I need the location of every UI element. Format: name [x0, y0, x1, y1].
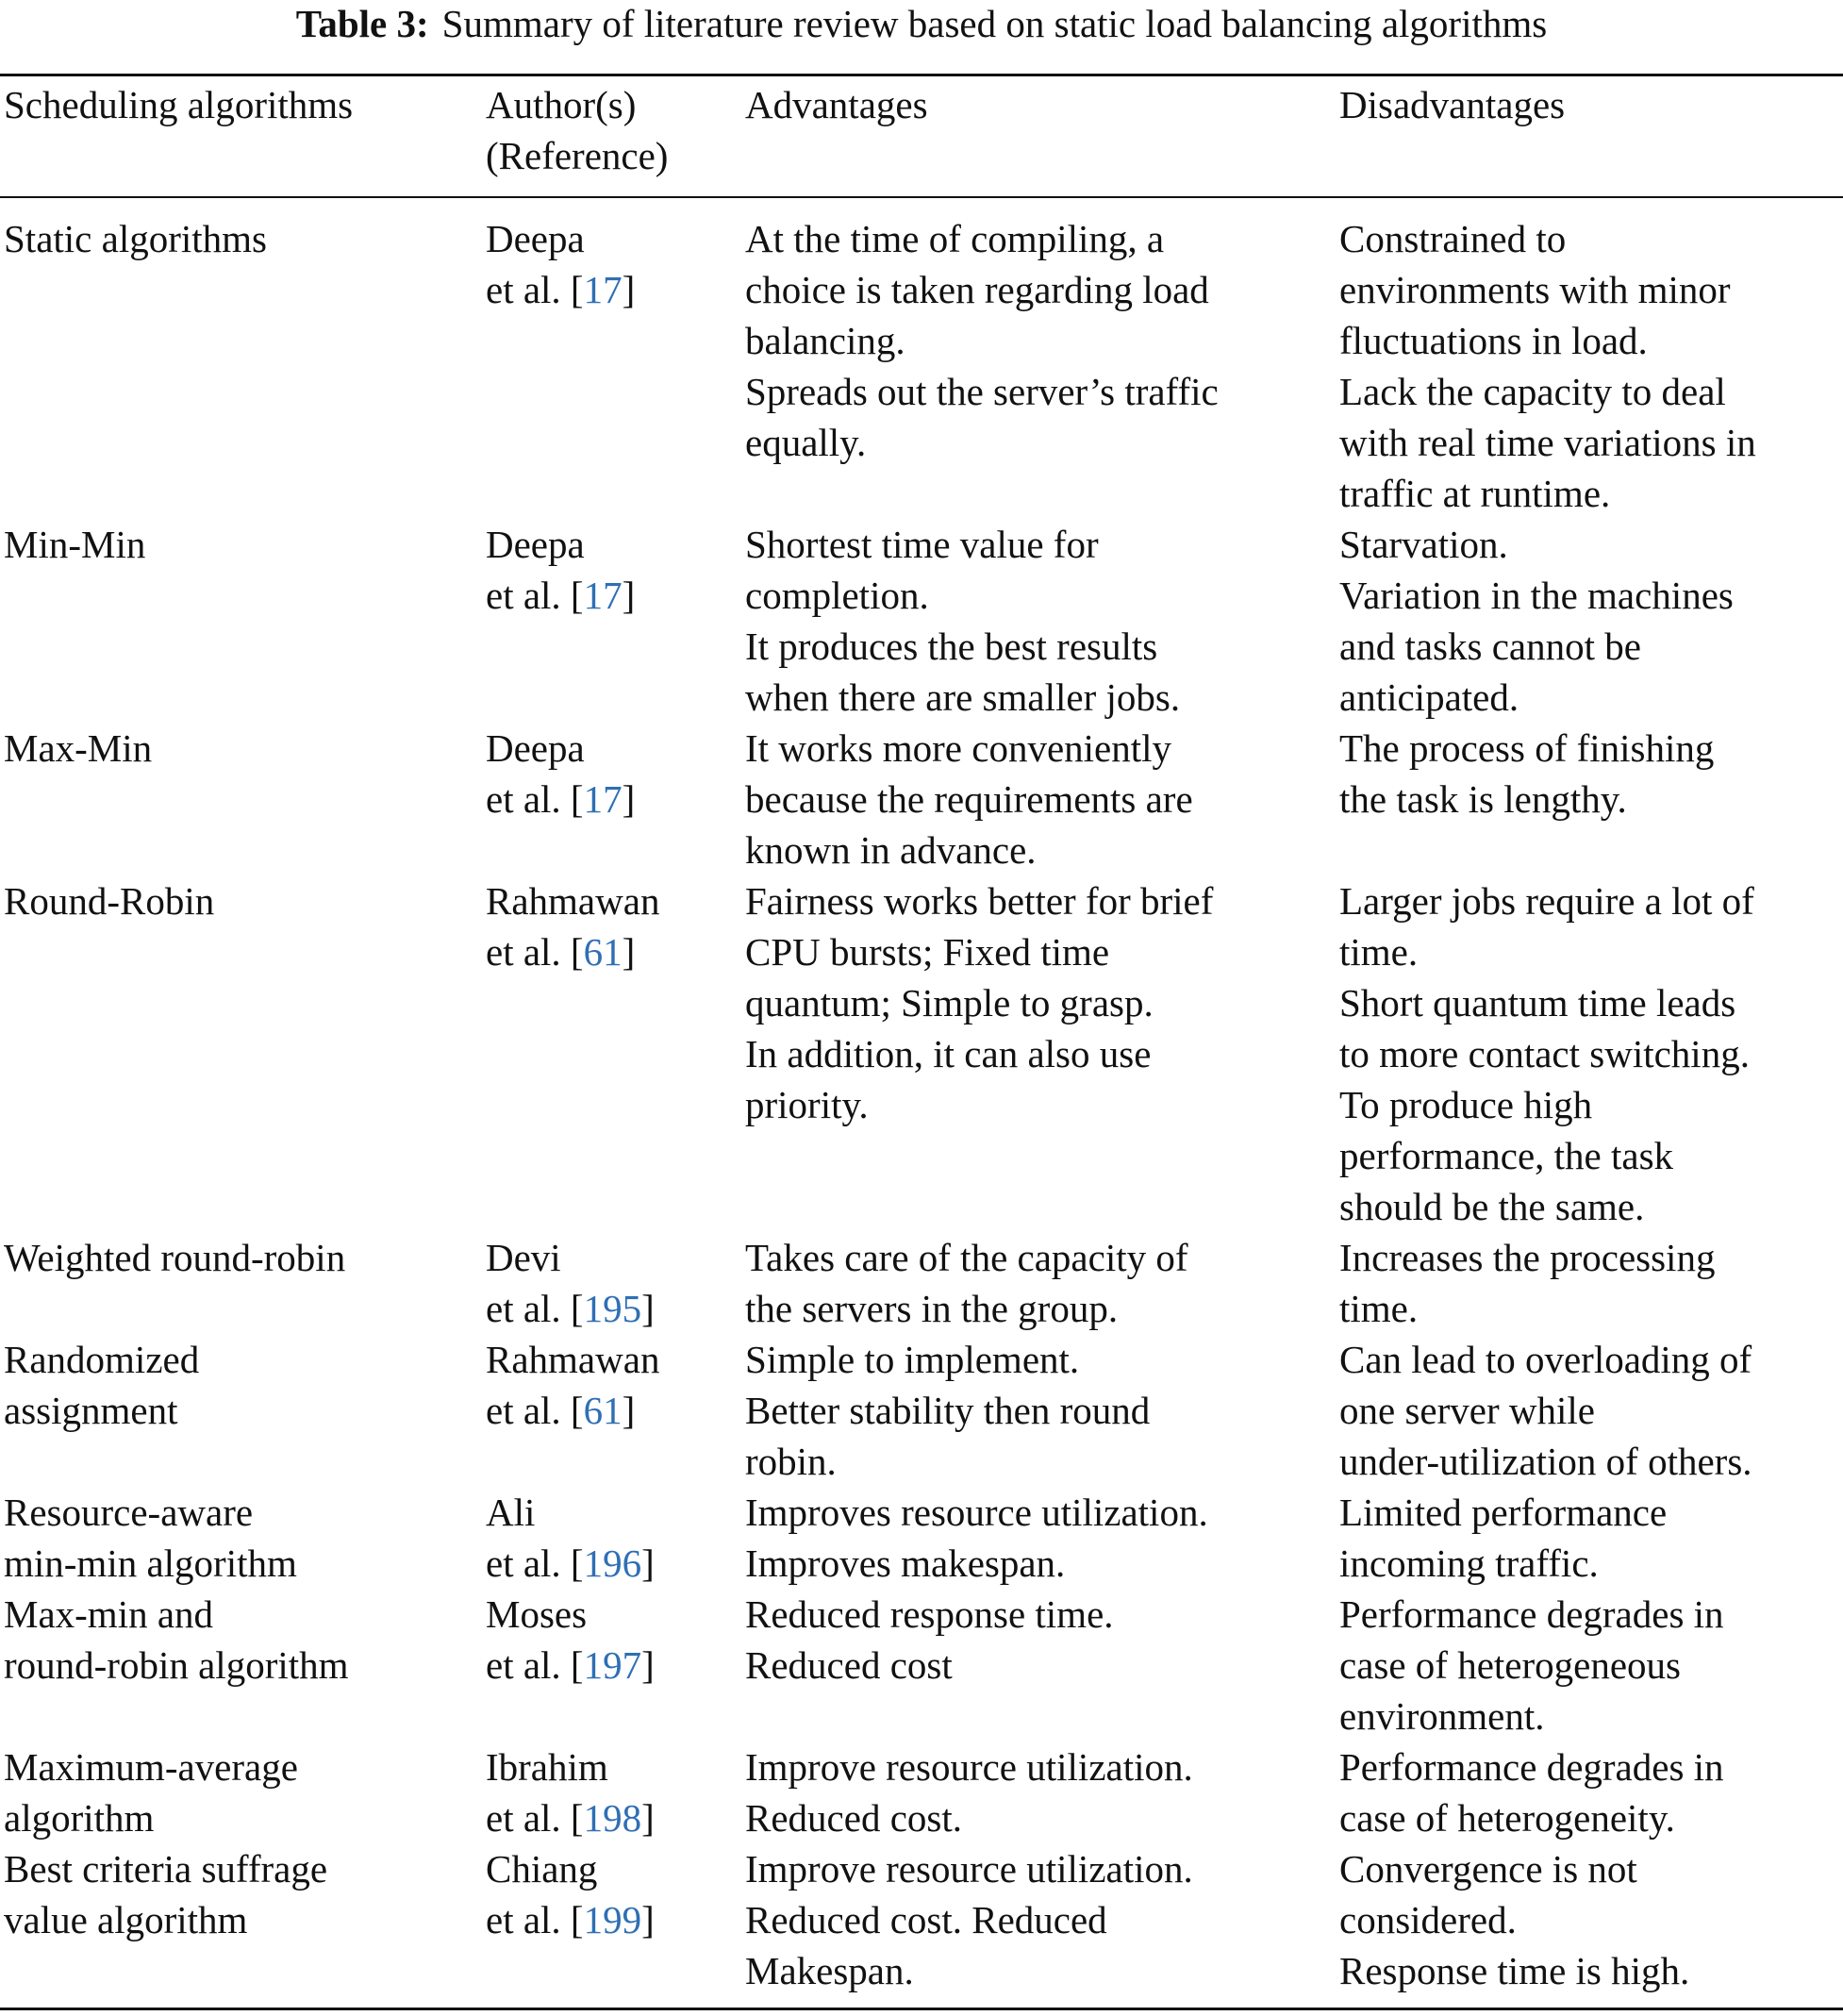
author-cell [486, 1741, 736, 1843]
advantages-cell [745, 875, 1339, 1130]
algorithm-cell-line: Weighted round-robin [4, 1236, 346, 1279]
algorithm-cell-line: Max-min and [4, 1592, 214, 1636]
disadvantages-cell [1339, 1334, 1843, 1487]
advantages-cell-line: Reduced cost [745, 1643, 953, 1687]
disadvantages-cell-line: Convergence is not [1339, 1847, 1637, 1891]
author-cell [486, 213, 736, 315]
disadvantages-cell-line: Increases the processing [1339, 1236, 1716, 1279]
disadvantages-cell [1339, 1232, 1843, 1334]
advantages-cell-line: Spreads out the server’s traffic [745, 370, 1219, 413]
disadvantages-cell-line: Performance degrades in [1339, 1592, 1724, 1636]
advantages-cell-line: Shortest time value for [745, 523, 1099, 566]
author-cell [486, 875, 736, 977]
algorithm-cell [4, 1232, 475, 1283]
advantages-cell-line: Reduced cost. Reduced [745, 1898, 1107, 1941]
disadvantages-cell-line: performance, the task [1339, 1134, 1674, 1177]
disadvantages-cell [1339, 1843, 1843, 1996]
advantages-cell-line: Improves resource utilization. [745, 1491, 1208, 1534]
algorithm-cell [4, 1843, 475, 1945]
author-etal: et al. [198] [486, 1796, 655, 1840]
header-disadvantages-line: Disadvantages [1339, 83, 1566, 126]
author-name: Devi [486, 1236, 561, 1279]
advantages-cell-line: Takes care of the capacity of [745, 1236, 1188, 1279]
algorithm-cell [4, 213, 475, 264]
advantages-cell [745, 1334, 1339, 1487]
advantages-cell-line: the servers in the group. [745, 1287, 1119, 1330]
author-etal: et al. [17] [486, 268, 636, 311]
advantages-cell-line: It produces the best results [745, 625, 1158, 668]
disadvantages-cell-line: under-utilization of others. [1339, 1440, 1752, 1483]
advantages-cell [745, 1589, 1339, 1691]
author-etal: et al. [61] [486, 1389, 636, 1432]
disadvantages-cell-line: Constrained to [1339, 217, 1567, 260]
disadvantages-cell [1339, 1741, 1843, 1843]
header-author-line: Author(s) [486, 83, 637, 126]
author-name: Deepa [486, 217, 585, 260]
disadvantages-cell-line: Response time is high. [1339, 1949, 1690, 1992]
algorithm-cell-line: Randomized [4, 1338, 200, 1381]
disadvantages-cell-line: Variation in the machines [1339, 574, 1734, 617]
advantages-cell-line: Simple to implement. [745, 1338, 1080, 1381]
algorithm-cell-line: min-min algorithm [4, 1541, 297, 1585]
author-name: Deepa [486, 726, 585, 770]
algorithm-cell-line: Best criteria suffrage [4, 1847, 328, 1891]
disadvantages-cell-line: Starvation. [1339, 523, 1508, 566]
author-etal: et al. [17] [486, 777, 636, 821]
disadvantages-cell-line: one server while [1339, 1389, 1595, 1432]
advantages-cell [745, 723, 1339, 875]
author-name: Rahmawan [486, 879, 660, 923]
disadvantages-cell [1339, 875, 1843, 1232]
advantages-cell-line: completion. [745, 574, 929, 617]
advantages-cell-line: Reduced cost. [745, 1796, 962, 1840]
algorithm-cell-line: Round-Robin [4, 879, 215, 923]
disadvantages-cell-line: fluctuations in load. [1339, 319, 1648, 362]
algorithm-cell [4, 519, 475, 570]
reference-link[interactable]: 17 [583, 777, 623, 821]
disadvantages-cell-line: Limited performance [1339, 1491, 1668, 1534]
table-caption-text: Summary of literature review based on static load balancing algorithms [441, 2, 1548, 45]
advantages-cell-line: Improve resource utilization. [745, 1745, 1193, 1789]
advantages-cell [745, 1232, 1339, 1334]
advantages-cell-line: Better stability then round [745, 1389, 1151, 1432]
author-etal: et al. [196] [486, 1541, 655, 1585]
disadvantages-cell-line: Lack the capacity to deal [1339, 370, 1726, 413]
disadvantages-cell-line: with real time variations in [1339, 421, 1756, 464]
advantages-cell-line: Makespan. [745, 1949, 914, 1992]
author-etal: et al. [17] [486, 574, 636, 617]
table-row [0, 1232, 1843, 1334]
header-author-line: (Reference) [486, 134, 669, 177]
algorithm-cell [4, 875, 475, 926]
table-row [0, 213, 1843, 519]
table-row [0, 1487, 1843, 1589]
disadvantages-cell-line: Short quantum time leads [1339, 981, 1736, 1025]
author-etal: et al. [199] [486, 1898, 655, 1941]
table-row [0, 519, 1843, 723]
table-row [0, 875, 1843, 1232]
disadvantages-cell-line: the task is lengthy. [1339, 777, 1627, 821]
disadvantages-cell [1339, 213, 1843, 519]
header-algorithm-line: Scheduling algorithms [4, 83, 354, 126]
disadvantages-cell-line: Performance degrades in [1339, 1745, 1724, 1789]
disadvantages-cell-line: anticipated. [1339, 675, 1519, 719]
advantages-cell-line: robin. [745, 1440, 837, 1483]
advantages-cell [745, 1487, 1339, 1589]
reference-link[interactable]: 17 [583, 574, 623, 617]
advantages-cell-line: At the time of compiling, a [745, 217, 1165, 260]
author-cell [486, 1589, 736, 1691]
algorithm-cell-line: Static algorithms [4, 217, 267, 260]
disadvantages-cell-line: The process of finishing [1339, 726, 1715, 770]
header-disadvantages [1339, 79, 1843, 130]
disadvantages-cell-line: incoming traffic. [1339, 1541, 1599, 1585]
disadvantages-cell-line: and tasks cannot be [1339, 625, 1641, 668]
disadvantages-cell [1339, 519, 1843, 723]
header-rule [0, 196, 1843, 198]
author-cell [486, 519, 736, 621]
table-row [0, 1589, 1843, 1741]
advantages-cell-line: CPU bursts; Fixed time [745, 930, 1110, 974]
table-row [0, 1843, 1843, 1996]
author-name: Moses [486, 1592, 588, 1636]
algorithm-cell-line: round-robin algorithm [4, 1643, 349, 1687]
reference-link[interactable]: 199 [583, 1898, 642, 1941]
disadvantages-cell-line: to more contact switching. [1339, 1032, 1750, 1075]
reference-link[interactable]: 61 [583, 1389, 623, 1432]
algorithm-cell-line: value algorithm [4, 1898, 248, 1941]
advantages-cell-line: when there are smaller jobs. [745, 675, 1181, 719]
advantages-cell [745, 519, 1339, 723]
table-header [0, 79, 1843, 192]
disadvantages-cell-line: should be the same. [1339, 1185, 1645, 1228]
reference-link[interactable]: 195 [583, 1287, 642, 1330]
disadvantages-cell-line: To produce high [1339, 1083, 1593, 1126]
reference-link[interactable]: 196 [583, 1541, 642, 1585]
advantages-cell-line: choice is taken regarding load [745, 268, 1209, 311]
algorithm-cell-line: assignment [4, 1389, 178, 1432]
header-author [486, 79, 736, 181]
advantages-cell-line: because the requirements are [745, 777, 1193, 821]
disadvantages-cell-line: time. [1339, 930, 1419, 974]
advantages-cell-line: Improves makespan. [745, 1541, 1066, 1585]
author-cell [486, 1334, 736, 1436]
bottom-rule [0, 2008, 1843, 2010]
disadvantages-cell [1339, 1487, 1843, 1589]
disadvantages-cell-line: case of heterogeneous [1339, 1643, 1681, 1687]
header-advantages [745, 79, 1339, 130]
author-name: Chiang [486, 1847, 598, 1891]
top-rule [0, 74, 1843, 76]
advantages-cell [745, 1741, 1339, 1843]
algorithm-cell [4, 1487, 475, 1589]
table-row [0, 1334, 1843, 1487]
author-name: Rahmawan [486, 1338, 660, 1381]
advantages-cell-line: known in advance. [745, 828, 1037, 872]
header-advantages-line: Advantages [745, 83, 928, 126]
disadvantages-cell [1339, 1589, 1843, 1741]
reference-link[interactable]: 61 [583, 930, 623, 974]
advantages-cell-line: It works more conveniently [745, 726, 1172, 770]
author-cell [486, 1843, 736, 1945]
author-cell [486, 1487, 736, 1589]
algorithm-cell-line: algorithm [4, 1796, 155, 1840]
author-etal: et al. [195] [486, 1287, 655, 1330]
disadvantages-cell-line: environments with minor [1339, 268, 1731, 311]
disadvantages-cell-line: case of heterogeneity. [1339, 1796, 1675, 1840]
advantages-cell-line: priority. [745, 1083, 869, 1126]
author-etal: et al. [61] [486, 930, 636, 974]
disadvantages-cell-line: Can lead to overloading of [1339, 1338, 1752, 1381]
table-caption-label: Table 3: [295, 2, 429, 45]
algorithm-cell [4, 723, 475, 774]
advantages-cell [745, 213, 1339, 468]
reference-link[interactable]: 198 [583, 1796, 642, 1840]
advantages-cell-line: Fairness works better for brief [745, 879, 1214, 923]
advantages-cell-line: Reduced response time. [745, 1592, 1114, 1636]
disadvantages-cell-line: Larger jobs require a lot of [1339, 879, 1754, 923]
advantages-cell-line: balancing. [745, 319, 905, 362]
algorithm-cell [4, 1741, 475, 1843]
author-cell [486, 1232, 736, 1334]
disadvantages-cell-line: traffic at runtime. [1339, 472, 1611, 515]
disadvantages-cell-line: environment. [1339, 1694, 1545, 1738]
reference-link[interactable]: 197 [583, 1643, 642, 1687]
author-name: Ali [486, 1491, 536, 1534]
author-cell [486, 723, 736, 825]
reference-link[interactable]: 17 [583, 268, 623, 311]
algorithm-cell-line: Maximum-average [4, 1745, 298, 1789]
table-row [0, 723, 1843, 875]
table-caption [0, 0, 1843, 47]
algorithm-cell-line: Min-Min [4, 523, 146, 566]
algorithm-cell-line: Max-Min [4, 726, 153, 770]
advantages-cell-line: equally. [745, 421, 867, 464]
disadvantages-cell-line: considered. [1339, 1898, 1517, 1941]
advantages-cell-line: quantum; Simple to grasp. [745, 981, 1154, 1025]
header-algorithm [4, 79, 475, 130]
advantages-cell-line: Improve resource utilization. [745, 1847, 1193, 1891]
advantages-cell [745, 1843, 1339, 1996]
algorithm-cell [4, 1589, 475, 1691]
algorithm-cell-line: Resource-aware [4, 1491, 254, 1534]
author-name: Deepa [486, 523, 585, 566]
algorithm-cell [4, 1334, 475, 1436]
disadvantages-cell [1339, 723, 1843, 825]
author-etal: et al. [197] [486, 1643, 655, 1687]
table-row [0, 1741, 1843, 1843]
author-name: Ibrahim [486, 1745, 608, 1789]
advantages-cell-line: In addition, it can also use [745, 1032, 1152, 1075]
disadvantages-cell-line: time. [1339, 1287, 1419, 1330]
